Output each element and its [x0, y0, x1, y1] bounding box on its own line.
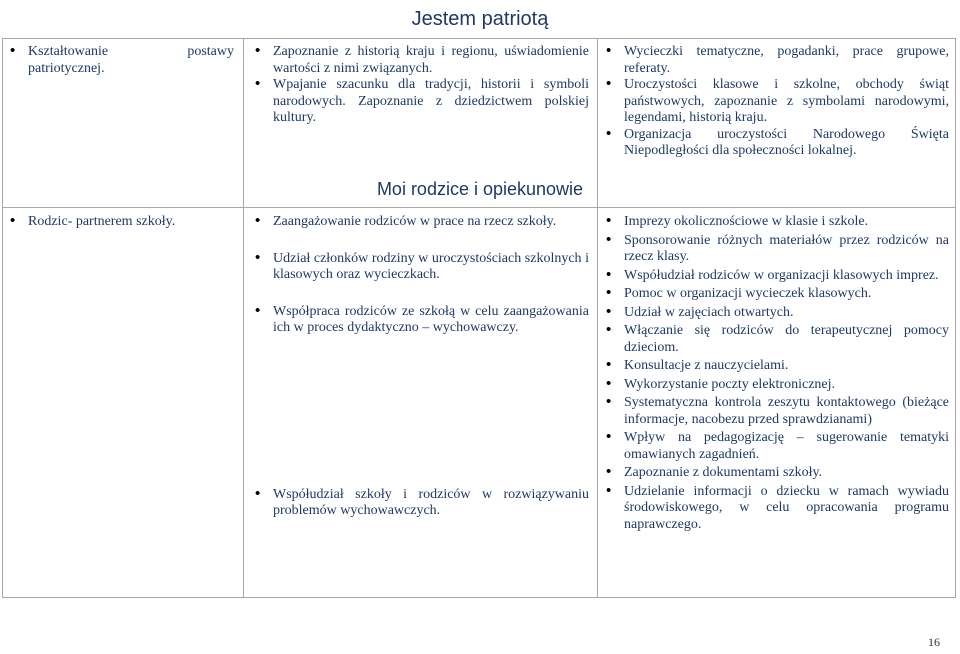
- list-item: • Rodzic- partnerem szkoły.: [6, 214, 234, 231]
- list-item: • Wpływ na pedagogizację – sugerowanie tematyki omawianych zagadnień.: [602, 430, 949, 463]
- list-item: • Kształtowanie postawy patriotycznej.: [6, 44, 234, 77]
- list-item: • Współpraca rodziców ze szkołą w celu zaangażowania ich w proces dydaktyczno – wychowawczy.: [251, 304, 589, 337]
- page-number: 16: [928, 635, 940, 649]
- list-item: • Udział członków rodziny w uroczystościach szkolnych i klasowych oraz wycieczkach.: [251, 251, 589, 284]
- list-item: • Wykorzystanie poczty elektronicznej.: [602, 377, 949, 394]
- list-item: • Włączanie się rodziców do terapeutycznej pomocy dzieciom.: [602, 323, 949, 356]
- list-item: • Uroczystości klasowe i szkolne, obchody świąt państwowych, zapoznanie z symbolami narodowymi, legendami, historią kraju.: [602, 77, 949, 127]
- section1-col1: [6, 44, 234, 77]
- list-item: • Konsultacje z nauczycielami.: [602, 358, 949, 375]
- section-title-patriot: Jestem patriotą: [411, 8, 549, 30]
- list-item: • Wpajanie szacunku dla tradycji, historii i symboli narodowych. Zapoznanie z dziedzictwem polskiej kultury.: [251, 77, 589, 127]
- list-item: • Udzielanie informacji o dziecku w ramach wywiadu środowiskowego, w celu opracowania programu naprawczego.: [602, 484, 949, 534]
- list-item: • Sponsorowanie różnych materiałów przez rodziców na rzecz klasy.: [602, 233, 949, 266]
- list-item: • Pomoc w organizacji wycieczek klasowych.: [602, 286, 949, 303]
- list-item: • Współudział szkoły i rodziców w rozwiązywaniu problemów wychowawczych.: [251, 487, 589, 520]
- section2-col3: [602, 214, 949, 535]
- list-item: • Zapoznanie z dokumentami szkoły.: [602, 465, 949, 482]
- section2-col2: [251, 214, 589, 520]
- list-item: • Współudział rodziców w organizacji klasowych imprez.: [602, 268, 949, 285]
- list-item: • Zaangażowanie rodziców w prace na rzecz szkoły.: [251, 214, 589, 231]
- list-item: • Wycieczki tematyczne, pogadanki, prace grupowe, referaty.: [602, 44, 949, 77]
- list-item: • Udział w zajęciach otwartych.: [602, 305, 949, 322]
- section1-col3: [602, 44, 949, 160]
- section2-col1: [6, 214, 234, 231]
- section-title-parents: Moi rodzice i opiekunowie: [376, 179, 584, 199]
- list-item: • Organizacja uroczystości Narodowego Święta Niepodległości dla społeczności lokalnej.: [602, 127, 949, 160]
- list-item: • Zapoznanie z historią kraju i regionu, uświadomienie wartości z nimi związanych.: [251, 44, 589, 77]
- list-item: • Systematyczna kontrola zeszytu kontaktowego (bieżące informacje, nacobezu przed sprawdzianami): [602, 395, 949, 428]
- list-item: • Imprezy okolicznościowe w klasie i szkole.: [602, 214, 949, 231]
- section1-col2: [251, 44, 589, 127]
